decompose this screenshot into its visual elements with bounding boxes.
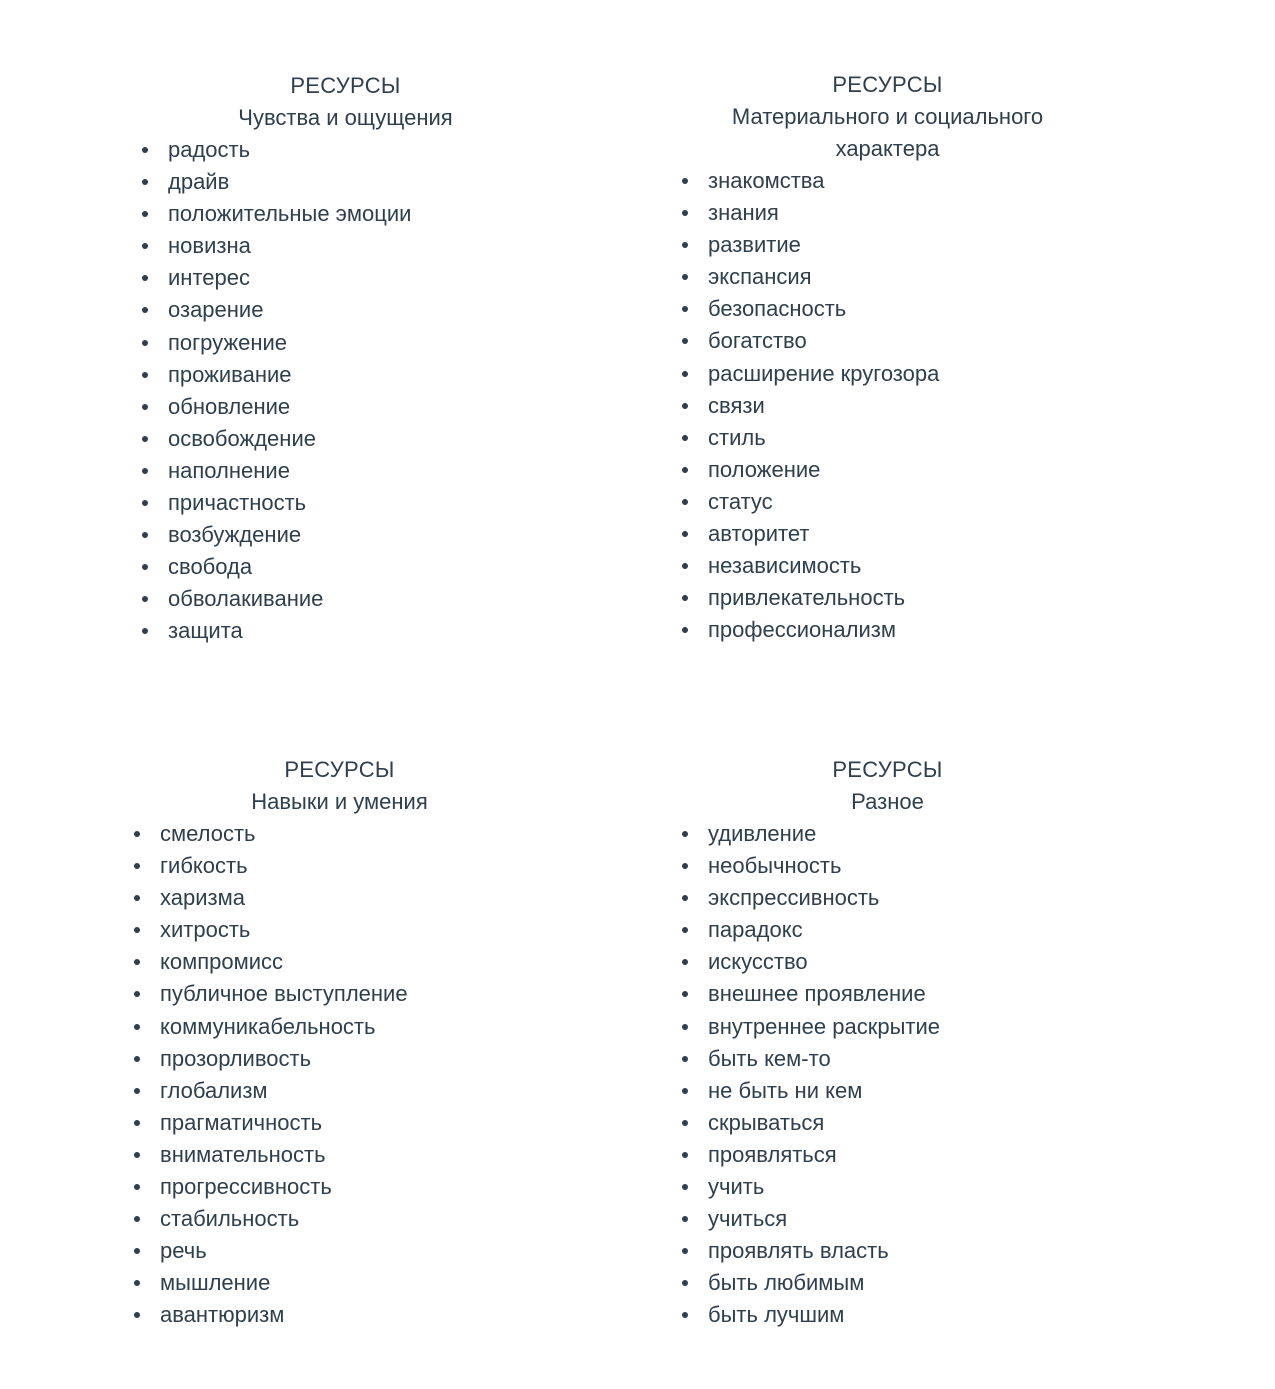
- list-item: [135, 583, 560, 615]
- bullet-icon: [682, 467, 688, 473]
- list-item-label: компромисс: [160, 949, 284, 975]
- bullet-icon: [134, 831, 140, 837]
- list-item: [675, 1139, 1100, 1171]
- list-item-label: богатство: [708, 328, 807, 354]
- list-item-label: драйв: [168, 169, 230, 195]
- list-item: [135, 294, 560, 326]
- block-subtitle: Разное: [851, 789, 924, 814]
- list-item: [675, 946, 1100, 978]
- list-item: [135, 455, 560, 487]
- list-item-label: положение: [708, 456, 821, 482]
- block-title: РЕСУРСЫ: [290, 73, 401, 98]
- bullet-icon: [134, 863, 140, 869]
- list-item: [135, 519, 560, 551]
- list-item-label: причастность: [168, 490, 307, 516]
- bullet-icon: [682, 1152, 688, 1158]
- list-item: [127, 946, 552, 978]
- bullet-icon: [134, 927, 140, 933]
- list-item-label: озарение: [168, 297, 264, 323]
- bullet-icon: [142, 596, 148, 602]
- list-item: [135, 423, 560, 455]
- list-item-label: статус: [708, 488, 773, 514]
- bullet-icon: [142, 147, 148, 153]
- list-item: [127, 1043, 552, 1075]
- bullet-icon: [682, 210, 688, 216]
- bullet-icon: [142, 532, 148, 538]
- bullet-icon: [134, 1088, 140, 1094]
- bullet-icon: [682, 1248, 688, 1254]
- list-item-label: речь: [160, 1238, 207, 1264]
- list-item-label: коммуникабельность: [160, 1013, 376, 1039]
- list-item-label: харизма: [160, 885, 245, 911]
- block-subtitle: Навыки и умения: [251, 789, 428, 814]
- list-item: [135, 615, 560, 647]
- list-item-label: внутреннее раскрытие: [708, 1013, 941, 1039]
- list-item: [675, 293, 1100, 325]
- list-item: [127, 978, 552, 1010]
- list-item: [127, 1299, 552, 1331]
- bullet-icon: [682, 242, 688, 248]
- list-item-label: погружение: [168, 329, 288, 355]
- list-item-label: смелость: [160, 821, 256, 846]
- list-item-label: внимательность: [160, 1141, 326, 1167]
- list-item: [675, 1043, 1100, 1075]
- list-item-label: авантюризм: [160, 1302, 285, 1328]
- list-item-label: хитрость: [160, 917, 251, 943]
- list-item-label: стиль: [708, 424, 766, 450]
- list-item-label: быть лучшим: [708, 1302, 845, 1328]
- bullet-icon: [134, 1056, 140, 1062]
- list-item-label: наполнение: [168, 457, 290, 483]
- block-title: РЕСУРСЫ: [832, 72, 943, 97]
- list-item: [675, 486, 1100, 518]
- list-item-label: внешнее проявление: [708, 981, 926, 1007]
- list-item-label: необычность: [708, 853, 842, 879]
- resources-material-block: [675, 69, 1100, 646]
- resource-list: [135, 134, 560, 648]
- list-item-label: развитие: [708, 232, 801, 258]
- list-item-label: освобождение: [168, 425, 316, 451]
- bullet-icon: [682, 499, 688, 505]
- list-item: [127, 1203, 552, 1235]
- resource-list: [675, 818, 1100, 1332]
- list-item-label: положительные эмоции: [168, 201, 412, 227]
- bullet-icon: [134, 1184, 140, 1190]
- list-item: [127, 1011, 552, 1043]
- bullet-icon: [682, 338, 688, 344]
- list-item: [135, 262, 560, 294]
- bullet-icon: [142, 468, 148, 474]
- list-item: [135, 359, 560, 391]
- resources-skills-block: [127, 754, 552, 1332]
- list-item-label: гибкость: [160, 853, 248, 879]
- list-item-label: публичное выступление: [160, 981, 408, 1007]
- list-item: [127, 850, 552, 882]
- list-item-label: профессионализм: [708, 617, 896, 643]
- bullet-icon: [142, 243, 148, 249]
- block-title: РЕСУРСЫ: [832, 757, 943, 782]
- bullet-icon: [142, 275, 148, 281]
- list-item: [675, 1107, 1100, 1139]
- list-item: [675, 454, 1100, 486]
- list-item: [675, 550, 1100, 582]
- list-item-label: мышление: [160, 1270, 271, 1296]
- bullet-icon: [682, 403, 688, 409]
- bullet-icon: [142, 211, 148, 217]
- bullet-icon: [134, 895, 140, 901]
- block-subtitle: Чувства и ощущения: [238, 105, 453, 130]
- bullet-icon: [682, 1088, 688, 1094]
- list-item: [135, 134, 560, 166]
- list-item-label: парадокс: [708, 917, 803, 943]
- list-item-label: новизна: [168, 233, 251, 259]
- list-item-label: безопасность: [708, 296, 847, 322]
- list-item-label: экспрессивность: [708, 885, 880, 911]
- list-item-label: интерес: [168, 265, 250, 291]
- list-item: [675, 390, 1100, 422]
- list-item-label: защита: [168, 618, 243, 644]
- list-item: [675, 850, 1100, 882]
- list-item-label: независимость: [708, 553, 862, 579]
- bullet-icon: [134, 1280, 140, 1286]
- list-item-label: быть любимым: [708, 1270, 865, 1296]
- list-item-label: проявлять власть: [708, 1238, 889, 1264]
- list-item-label: обволакивание: [168, 586, 324, 612]
- bullet-icon: [682, 178, 688, 184]
- list-item-label: экспансия: [708, 264, 812, 290]
- list-item: [675, 518, 1100, 550]
- bullet-icon: [682, 1024, 688, 1030]
- list-item: [675, 818, 1100, 850]
- bullet-icon: [682, 274, 688, 280]
- list-item: [135, 487, 560, 519]
- list-item: [127, 914, 552, 946]
- list-item: [127, 1075, 552, 1107]
- bullet-icon: [134, 1216, 140, 1222]
- list-item-label: проявляться: [708, 1141, 837, 1167]
- bullet-icon: [682, 435, 688, 441]
- list-item-label: быть кем-то: [708, 1045, 831, 1071]
- bullet-icon: [682, 306, 688, 312]
- bullet-icon: [134, 959, 140, 965]
- list-item: [675, 325, 1100, 357]
- list-item: [135, 166, 560, 198]
- bullet-icon: [682, 831, 688, 837]
- list-item: [675, 1171, 1100, 1203]
- list-item: [127, 1267, 552, 1299]
- list-item: [135, 391, 560, 423]
- bullet-icon: [142, 564, 148, 570]
- bullet-icon: [142, 307, 148, 313]
- list-item: [675, 1235, 1100, 1267]
- list-item: [127, 1235, 552, 1267]
- resource-list: [675, 165, 1100, 646]
- list-item: [127, 1171, 552, 1203]
- block-title: РЕСУРСЫ: [284, 757, 395, 782]
- list-item-label: знакомства: [708, 168, 825, 193]
- list-item: [675, 197, 1100, 229]
- list-item-label: обновление: [168, 393, 291, 419]
- list-item-label: авторитет: [708, 521, 810, 547]
- bullet-icon: [682, 1120, 688, 1126]
- bullet-icon: [142, 179, 148, 185]
- bullet-icon: [142, 436, 148, 442]
- bullet-icon: [682, 895, 688, 901]
- bullet-icon: [682, 531, 688, 537]
- bullet-icon: [142, 372, 148, 378]
- list-item: [675, 914, 1100, 946]
- list-item: [675, 1267, 1100, 1299]
- bullet-icon: [682, 595, 688, 601]
- list-item: [675, 614, 1100, 646]
- list-item: [675, 261, 1100, 293]
- block-subtitle-line2: характера: [835, 136, 940, 161]
- list-item: [127, 882, 552, 914]
- list-item: [675, 882, 1100, 914]
- bullet-icon: [134, 1312, 140, 1318]
- list-item-label: свобода: [168, 554, 253, 580]
- resources-misc-block: [675, 754, 1100, 1332]
- list-item: [135, 551, 560, 583]
- bullet-icon: [682, 627, 688, 633]
- bullet-icon: [134, 1024, 140, 1030]
- bullet-icon: [682, 959, 688, 965]
- list-item-label: учить: [708, 1174, 765, 1200]
- bullet-icon: [682, 371, 688, 377]
- list-item: [127, 1139, 552, 1171]
- bullet-icon: [134, 1152, 140, 1158]
- list-item-label: знания: [708, 200, 779, 226]
- bullet-icon: [682, 563, 688, 569]
- list-item-label: глобализм: [160, 1077, 268, 1103]
- list-item-label: учиться: [708, 1206, 788, 1232]
- list-item-label: проживание: [168, 361, 292, 387]
- list-item-label: не быть ни кем: [708, 1077, 863, 1103]
- list-item-label: стабильность: [160, 1206, 300, 1232]
- list-item: [675, 1011, 1100, 1043]
- list-item: [127, 818, 552, 850]
- bullet-icon: [682, 1184, 688, 1190]
- list-item-label: привлекательность: [708, 585, 906, 611]
- list-item: [675, 1075, 1100, 1107]
- list-item-label: искусство: [708, 949, 808, 975]
- bullet-icon: [142, 404, 148, 410]
- bullet-icon: [682, 1312, 688, 1318]
- list-item-label: прогрессивность: [160, 1174, 332, 1200]
- list-item: [675, 582, 1100, 614]
- bullet-icon: [682, 1216, 688, 1222]
- list-item-label: прозорливость: [160, 1045, 312, 1071]
- list-item-label: радость: [168, 137, 251, 162]
- list-item: [135, 198, 560, 230]
- bullet-icon: [142, 628, 148, 634]
- block-subtitle-line1: Материального и социального: [731, 104, 1044, 129]
- bullet-icon: [134, 1248, 140, 1254]
- list-item: [135, 327, 560, 359]
- bullet-icon: [142, 500, 148, 506]
- resource-list: [127, 818, 552, 1332]
- list-item: [675, 422, 1100, 454]
- bullet-icon: [682, 1056, 688, 1062]
- list-item: [675, 229, 1100, 261]
- list-item: [675, 1299, 1100, 1331]
- bullet-icon: [134, 1120, 140, 1126]
- list-item: [675, 165, 1100, 197]
- bullet-icon: [682, 991, 688, 997]
- list-item-label: скрываться: [708, 1109, 825, 1135]
- list-item: [675, 1203, 1100, 1235]
- bullet-icon: [142, 340, 148, 346]
- bullet-icon: [134, 991, 140, 997]
- list-item-label: расширение кругозора: [708, 360, 940, 386]
- bullet-icon: [682, 863, 688, 869]
- list-item-label: связи: [708, 392, 765, 418]
- bullet-icon: [682, 1280, 688, 1286]
- list-item-label: прагматичность: [160, 1109, 323, 1135]
- list-item: [127, 1107, 552, 1139]
- list-item: [675, 978, 1100, 1010]
- list-item-label: удивление: [708, 821, 817, 846]
- list-item-label: возбуждение: [168, 522, 302, 548]
- bullet-icon: [682, 927, 688, 933]
- list-item: [675, 358, 1100, 390]
- resources-feelings-block: [135, 70, 560, 648]
- list-item: [135, 230, 560, 262]
